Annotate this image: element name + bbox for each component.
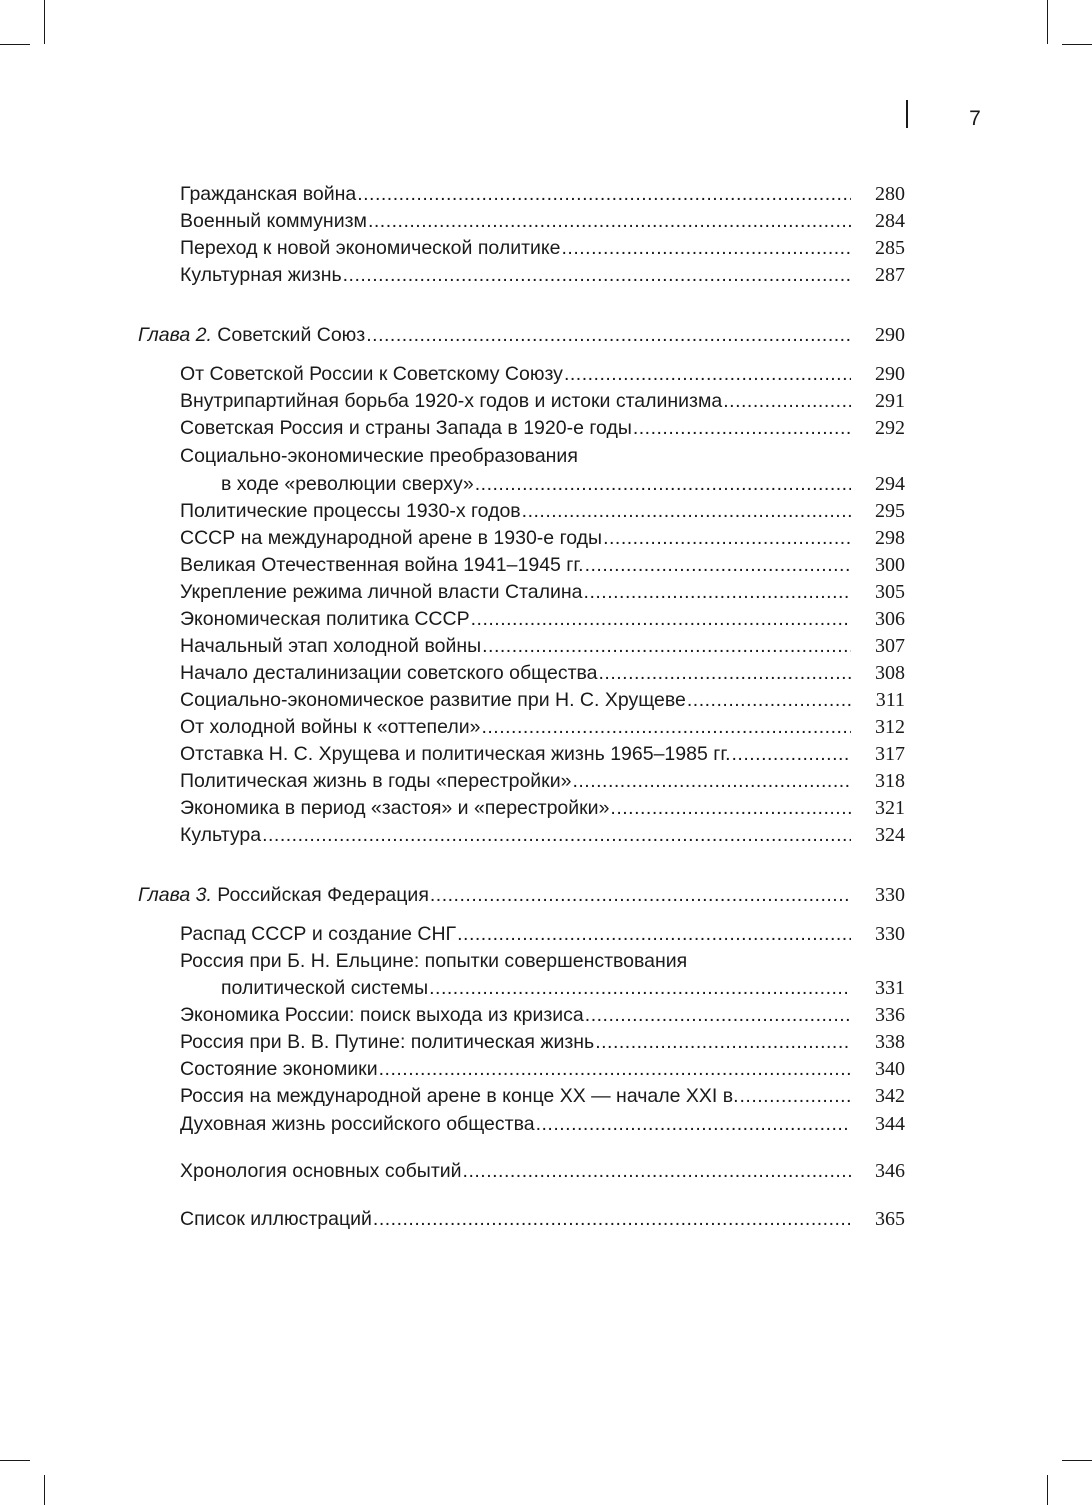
toc-entry-title: Россия при Б. Н. Ельцине: попытки совершенствования bbox=[180, 950, 688, 972]
dot-leader bbox=[342, 262, 851, 289]
toc-entry-page: 305 bbox=[875, 581, 905, 603]
toc-entry[interactable] bbox=[180, 525, 905, 552]
toc-entry-page: 295 bbox=[875, 500, 905, 522]
toc-entry-page: 300 bbox=[875, 554, 905, 576]
toc-entry[interactable] bbox=[180, 822, 905, 849]
dot-leader bbox=[731, 741, 852, 768]
toc-entry-page: 298 bbox=[875, 527, 905, 549]
toc-entry-page: 330 bbox=[875, 884, 905, 906]
toc-entry-title: Начальный этап холодной войны bbox=[180, 635, 482, 657]
toc-entry-title: Внутрипартийная борьба 1920-х годов и истоки сталинизма bbox=[180, 390, 723, 412]
toc-entry-page: 308 bbox=[875, 662, 905, 684]
toc-entry-page: 290 bbox=[875, 363, 905, 385]
dot-leader bbox=[521, 498, 851, 525]
toc-entry[interactable] bbox=[180, 415, 905, 442]
toc-entry-page: 294 bbox=[875, 473, 905, 495]
toc-entry-page: 342 bbox=[875, 1085, 905, 1107]
toc-entry-title: Политические процессы 1930-х годов bbox=[180, 500, 521, 522]
toc-entry[interactable] bbox=[180, 361, 905, 388]
toc-entry[interactable] bbox=[180, 388, 905, 415]
toc-entry-page: 324 bbox=[875, 824, 905, 846]
dot-leader bbox=[584, 1002, 851, 1029]
toc-entry[interactable] bbox=[180, 1029, 905, 1056]
toc-entry-title: Экономика в период «застоя» и «перестройки» bbox=[180, 797, 610, 819]
toc-entry[interactable] bbox=[180, 1056, 905, 1083]
toc-entry-title: Экономическая политика СССР bbox=[180, 608, 470, 630]
dot-leader bbox=[561, 235, 851, 262]
toc-entry[interactable] bbox=[180, 208, 905, 235]
toc-entry[interactable] bbox=[180, 1158, 905, 1185]
toc-entry-title: СССР на международной арене в 1930-е годы bbox=[180, 527, 603, 549]
toc-entry-title: политической системы bbox=[221, 977, 429, 999]
toc-entry[interactable] bbox=[180, 552, 905, 579]
dot-leader bbox=[686, 687, 851, 714]
toc-entry-title: Политическая жизнь в годы «перестройки» bbox=[180, 770, 572, 792]
toc-entry[interactable] bbox=[180, 687, 905, 714]
toc-entry[interactable] bbox=[180, 181, 905, 208]
toc-entry-title: Хронология основных событий bbox=[180, 1160, 462, 1182]
toc-entry[interactable] bbox=[180, 633, 905, 660]
toc-entry-page: 331 bbox=[875, 977, 905, 999]
chapter-number: Глава 3. bbox=[138, 884, 212, 906]
toc-entry[interactable] bbox=[180, 714, 905, 741]
dot-leader bbox=[480, 714, 851, 741]
toc-entry-title: Переход к новой экономической политике bbox=[180, 237, 561, 259]
toc-entry-title: Состояние экономики bbox=[180, 1058, 378, 1080]
dot-leader bbox=[356, 181, 851, 208]
toc-entry-title: От холодной войны к «оттепели» bbox=[180, 716, 481, 738]
dot-leader bbox=[571, 768, 851, 795]
toc-entry-title: Укрепление режима личной власти Сталина bbox=[180, 581, 583, 603]
toc-entry-page: 317 bbox=[875, 743, 905, 765]
toc-entry[interactable] bbox=[180, 921, 905, 948]
toc-entry-title: Социально-экономическое развитие при Н. С. Хрущеве bbox=[180, 689, 686, 711]
dot-leader bbox=[535, 1111, 851, 1138]
dot-leader bbox=[632, 415, 851, 442]
toc-entry-title: Духовная жизнь российского общества bbox=[180, 1113, 535, 1135]
dot-leader bbox=[583, 579, 851, 606]
toc-entry-page: 287 bbox=[875, 264, 905, 286]
toc-chapter-title: Советский Союз bbox=[217, 324, 366, 346]
toc-entry[interactable] bbox=[180, 579, 905, 606]
toc-entry-continuation[interactable] bbox=[221, 471, 905, 498]
toc-entry-title: Советская Россия и страны Запада в 1920-е годы bbox=[180, 417, 632, 439]
dot-leader bbox=[456, 921, 851, 948]
dot-leader bbox=[602, 525, 851, 552]
toc-entry-title: в ходе «революции сверху» bbox=[221, 473, 474, 495]
toc-entry[interactable] bbox=[180, 741, 905, 768]
toc-entry[interactable] bbox=[180, 1111, 905, 1138]
dot-leader bbox=[609, 795, 851, 822]
dot-leader bbox=[365, 322, 851, 349]
dot-leader bbox=[372, 1206, 851, 1233]
dot-leader bbox=[429, 882, 851, 909]
toc-entry-title: Отставка Н. С. Хрущева и политическая жизнь 1965–1985 гг. bbox=[180, 743, 731, 765]
toc-chapter-heading[interactable] bbox=[138, 882, 905, 909]
dot-leader bbox=[739, 1083, 851, 1110]
dot-leader bbox=[474, 471, 851, 498]
toc-entry-page: 338 bbox=[875, 1031, 905, 1053]
dot-leader bbox=[722, 388, 851, 415]
toc-entry-title: От Советской России к Советскому Союзу bbox=[180, 363, 563, 385]
toc-entry[interactable] bbox=[180, 1083, 905, 1110]
toc-entry[interactable] bbox=[180, 1206, 905, 1233]
toc-entry-title: Великая Отечественная война 1941–1945 гг. bbox=[180, 554, 584, 576]
toc-entry[interactable] bbox=[180, 262, 905, 289]
toc-entry-title: Россия на международной арене в конце XX — начале XXI в. bbox=[180, 1085, 739, 1107]
dot-leader bbox=[261, 822, 851, 849]
toc-entry-title: Экономика России: поиск выхода из кризиса bbox=[180, 1004, 584, 1026]
toc-entry-page: 284 bbox=[875, 210, 905, 232]
toc-entry-page: 291 bbox=[875, 390, 905, 412]
chapter-number: Глава 2. bbox=[138, 324, 212, 346]
toc-entry-title: Список иллюстраций bbox=[180, 1208, 372, 1230]
toc-entry-page: 336 bbox=[875, 1004, 905, 1026]
toc-entry[interactable] bbox=[180, 498, 905, 525]
dot-leader bbox=[594, 1029, 851, 1056]
dot-leader bbox=[598, 660, 852, 687]
toc-entry-page: 285 bbox=[875, 237, 905, 259]
toc-entry[interactable] bbox=[180, 795, 905, 822]
dot-leader bbox=[462, 1158, 851, 1185]
toc-entry-title: Гражданская война bbox=[180, 183, 357, 205]
toc-entry-title: Распад СССР и создание СНГ bbox=[180, 923, 457, 945]
toc-entry-page: 365 bbox=[875, 1208, 905, 1230]
dot-leader bbox=[481, 633, 851, 660]
toc-entry[interactable] bbox=[180, 1002, 905, 1029]
toc-entry-page: 340 bbox=[875, 1058, 905, 1080]
toc-entry-title: Военный коммунизм bbox=[180, 210, 367, 232]
toc-entry-page: 280 bbox=[875, 183, 905, 205]
toc-entry-title: Начало десталинизации советского общества bbox=[180, 662, 598, 684]
toc-entry-page: 292 bbox=[875, 417, 905, 439]
toc-entry-page: 290 bbox=[875, 324, 905, 346]
toc-entry-title: Культурная жизнь bbox=[180, 264, 342, 286]
toc-chapter-title: Российская Федерация bbox=[217, 884, 429, 906]
toc-entry-page: 321 bbox=[875, 797, 905, 819]
toc-entry-continuation[interactable] bbox=[221, 975, 905, 1002]
dot-leader bbox=[470, 606, 851, 633]
dot-leader bbox=[378, 1056, 851, 1083]
page-number: 7 bbox=[969, 107, 981, 130]
toc-entry[interactable] bbox=[180, 660, 905, 687]
toc-entry-page: 312 bbox=[875, 716, 905, 738]
toc-entry[interactable] bbox=[180, 443, 905, 470]
toc-entry-page: 306 bbox=[875, 608, 905, 630]
toc-entry-page: 346 bbox=[875, 1160, 905, 1182]
toc-entry-page: 311 bbox=[875, 689, 905, 711]
toc-entry-page: 307 bbox=[875, 635, 905, 657]
toc-entry-title: Культура bbox=[180, 824, 262, 846]
dot-leader bbox=[584, 552, 851, 579]
dot-leader bbox=[563, 361, 851, 388]
dot-leader bbox=[367, 208, 851, 235]
toc-entry-title: Россия при В. В. Путине: политическая жизнь bbox=[180, 1031, 595, 1053]
toc-entry[interactable] bbox=[180, 235, 905, 262]
toc-entry-title: Социально-экономические преобразования bbox=[180, 445, 578, 467]
toc-entry-page: 344 bbox=[875, 1113, 905, 1135]
toc-entry[interactable] bbox=[180, 606, 905, 633]
toc-entry-page: 318 bbox=[875, 770, 905, 792]
toc-entry[interactable] bbox=[180, 768, 905, 795]
dot-leader bbox=[428, 975, 851, 1002]
toc-entry-page: 330 bbox=[875, 923, 905, 945]
toc-entry[interactable] bbox=[180, 948, 905, 975]
toc-chapter-heading[interactable] bbox=[138, 322, 905, 349]
